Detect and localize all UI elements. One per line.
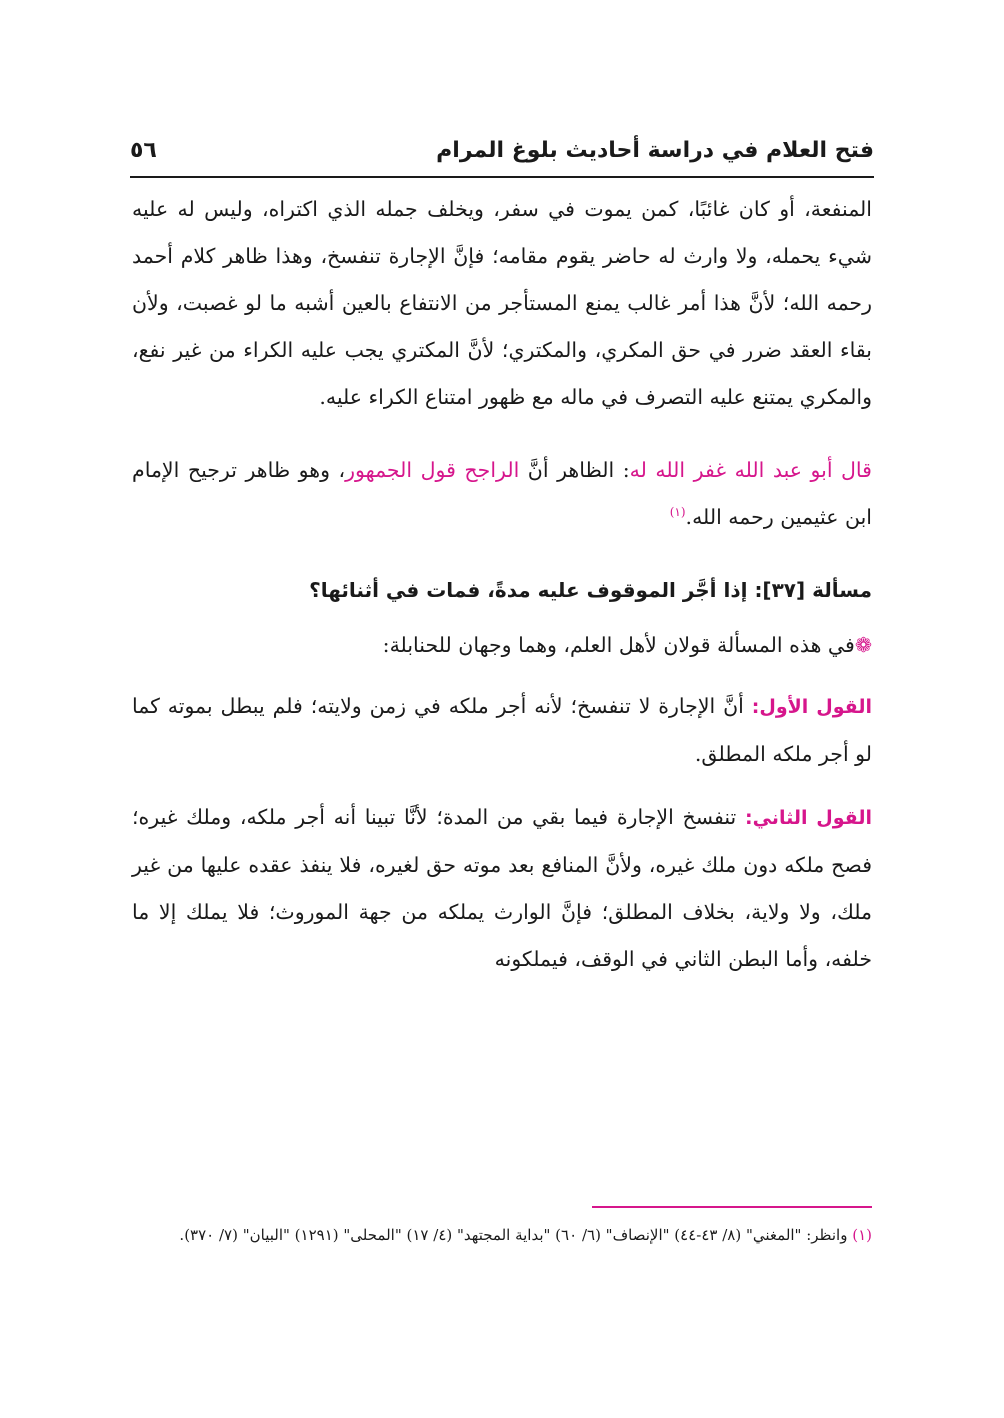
main-text [132,186,872,983]
second-opinion-label: القول الثاني: [744,807,873,829]
paragraph-1: المنفعة، أو كان غائبًا، كمن يموت في سفر، ويخلف جمله الذي اكتراه، وليس له عليه شيء يحمله، ولا وارث له حاضر يقوم مقامه؛ فإنَّ الإجارة تنفسخ، وهذا ظاهر كلام أحمد رحمه الله؛ لأنَّ هذا أمر غالب يمنع المستأجر من الانتفاع بالعين أشبه ما لو غصبت، ولأن بقاء العقد ضرر في حق المكري، والمكتري؛ لأنَّ المكتري يجب عليه الكراء من غير نفع، والمكري يمتنع عليه التصرف في ماله مع ظهور امتناع الكراء عليه. [132,197,872,409]
question-text: إذا أجَّر الموقوف عليه مدةً، فمات في أثنائها؟ [309,578,755,602]
footnote-ref-1[interactable]: (١) [669,505,686,520]
book-title: فتح العلام في دراسة أحاديث بلوغ المرام [436,137,874,163]
first-opinion-label: القول الأول: [751,696,872,718]
preferred-opinion: الراجح قول الجمهور [345,458,520,482]
author-note: قال أبو عبد الله غفر الله له [629,458,872,482]
running-header [130,126,874,174]
paragraph-2: قال أبو عبد الله غفر الله له: الظاهر أنَّ الراجح قول الجمهور، وهو ظاهر ترجيح الإمام ابن عثيمين رحمه الله.$^{(١)}$ [132,458,872,529]
question-heading [132,567,872,614]
footnote-number: (١) [852,1226,872,1244]
second-opinion: القول الثاني: تنفسخ الإجارة فيما بقي من المدة؛ لأنَّا تبينا أنه أجر ملكه، وملك غيره؛ فصح ملكه دون ملك غيره، ولأنَّ المنافع بعد موته حق لغيره، فلا ينفذ عقده عليها من غير ملك، ولا ولاية، بخلاف المطلق؛ فإنَّ الوارث يملكه من جهة الموروث؛ فلا يملك إلا ما خلفه، وأما البطن الثاني في الوقف، فيملكونه [132,805,873,971]
page-number: ٥٦ [130,137,157,163]
header-divider [130,176,874,178]
first-opinion: القول الأول: أنَّ الإجارة لا تنفسخ؛ لأنه أجر ملكه في زمن ولايته؛ فلم يبطل بموته كما لو أجر ملكه المطلق. [132,694,872,766]
question-number: مسألة [٣٧]: [754,578,872,602]
flower-icon: ❁ [854,633,872,657]
intro-paragraph: ❁في هذه المسألة قولان لأهل العلم، وهما وجهان للحنابلة: [382,633,872,657]
footnote-divider [592,1206,872,1208]
footnotes [132,1220,872,1250]
footnote-1: (١) وانظر: "المغني" (٨/ ٤٣-٤٤) "الإنصاف" (٦/ ٦٠) "بداية المجتهد" (٤/ ١٧) "المحلى" (١٢٩١) "البيان" (٧/ ٣٧٠). [179,1226,872,1244]
